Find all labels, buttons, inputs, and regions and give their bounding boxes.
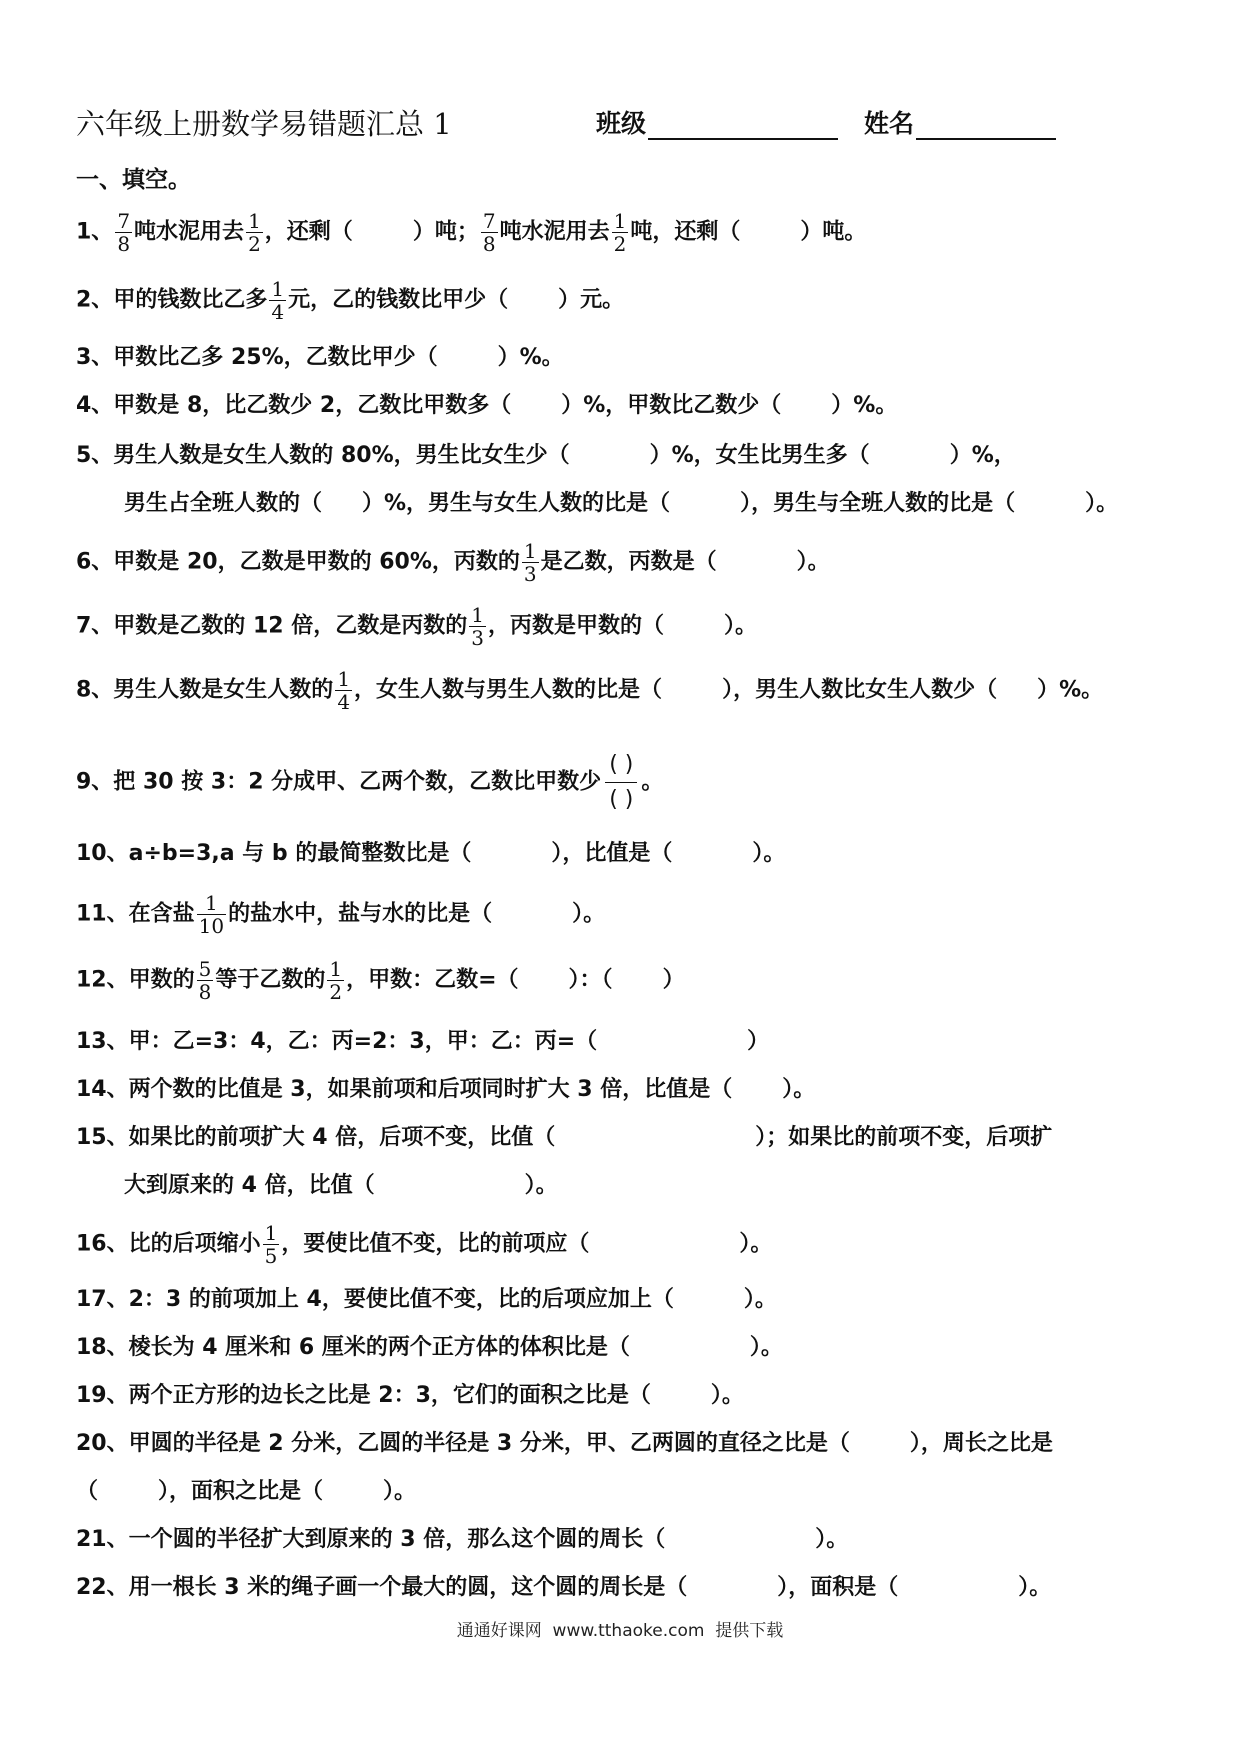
fraction-numerator: 1 [264,1221,278,1245]
class-blank-line [648,138,838,140]
question-text: 吨水泥用去 [134,219,245,245]
question-text: ）%。 [831,393,898,418]
question-11 [76,892,1186,937]
fraction-denominator: 2 [329,980,343,1004]
question-text: ）%，女生比男生多（ [649,443,870,468]
question-10 [76,836,1186,872]
fraction [522,540,539,585]
fraction [469,604,486,649]
question-text: ），男生人数比女生人数少（ [722,677,998,703]
question-text: 7、甲数是乙数的 12 倍，乙数是丙数的 [76,613,468,639]
question-text: 吨水泥用去 [499,219,610,245]
question-text: ）%，男生与女生人数的比是（ [362,491,671,516]
fraction-numerator: 7 [117,209,131,233]
fraction-denominator: 4 [271,300,285,324]
question-text: 甲的钱数比乙多 [113,287,268,313]
worksheet-title: 六年级上册数学易错题汇总 1 [76,107,452,141]
question-text: 10、a÷b=3,a 与 b 的最简整数比是（ [76,841,472,866]
question-5-line-2 [124,486,1234,522]
fraction-denominator: ( ) [609,787,634,812]
question-text: 吨，还剩（ [630,219,741,245]
question-text: ），面积之比是（ [158,1479,324,1504]
fraction [263,1222,280,1267]
question-text: ）。 [1085,491,1119,516]
question-number: 2、 [76,287,114,313]
fraction-denominator: 3 [471,626,484,650]
fraction [335,668,352,713]
question-text: 5、男生人数是女生人数的 80%，男生比女生少（ [76,443,570,468]
question-text: ），比值是（ [551,841,673,866]
fraction-numerator: 1 [523,539,537,563]
question-text: 22、用一根长 3 米的绳子画一个最大的圆，这个圆的周长是（ [76,1575,688,1600]
question-13 [76,1024,1186,1060]
fraction-denominator: 3 [523,562,537,586]
question-21 [76,1522,1186,1558]
question-text: ）。 [743,1287,777,1312]
question-text: ）。 [524,1173,558,1198]
fraction-numerator: 5 [198,957,212,981]
question-text: ），男生与全班人数的比是（ [740,491,1016,516]
fraction [246,210,263,255]
question-text: 17、2：3 的前项加上 4，要使比值不变，比的后项应加上（ [76,1287,674,1312]
fraction-numerator: 1 [613,209,627,233]
question-text: 15、如果比的前项扩大 4 倍，后项不变，比值（ [76,1125,556,1150]
question-text: ）吨。 [800,219,867,245]
question-text: ，丙数是甲数的（ [487,613,664,639]
question-22 [76,1570,1186,1606]
fraction-numerator: 1 [471,603,484,627]
question-text: （ [76,1479,99,1504]
question-7 [76,604,1186,649]
question-text: 男生占全班人数的（ [124,491,323,516]
fraction-numerator: 1 [337,667,351,691]
question-text: 19、两个正方形的边长之比是 2：3，它们的面积之比是（ [76,1383,651,1408]
question-20 [76,1426,1186,1462]
question-text: ，甲数：乙数=（ [346,967,519,993]
question-number: 1、 [76,219,114,245]
fraction-numerator: 1 [329,957,343,981]
question-text: 大到原来的 4 倍，比值（ [124,1173,375,1198]
question-text: ）元。 [558,287,625,313]
question-4 [76,388,1186,424]
question-text: ）。 [572,901,606,927]
question-text: 元，乙的钱数比甲少（ [288,287,509,313]
question-text: 8、男生人数是女生人数的 [76,677,334,703]
question-text: ，还剩（ [264,219,353,245]
fraction-denominator: 2 [613,232,627,256]
fraction [327,958,344,1003]
question-text: 3、甲数比乙多 25%，乙数比甲少（ [76,345,438,370]
question-text: ）%。 [497,345,564,370]
fraction-numerator: ( ) [605,748,637,783]
question-text: 14、两个数的比值是 3，如果前项和后项同时扩大 3 倍，比值是（ [76,1077,733,1102]
fraction-denominator: 8 [198,980,212,1004]
section-title: 一、填空。 [76,167,191,193]
question-text: 是乙数，丙数是（ [540,549,717,575]
question-8 [76,668,1186,713]
question-text: ）吨； [412,219,479,245]
question-1 [76,210,1186,255]
question-19 [76,1378,1186,1414]
class-label: 班级 [596,109,647,138]
fraction-denominator: 8 [117,232,131,256]
fraction-denominator: 8 [482,232,496,256]
question-text: ）；如果比的前项不变，后项扩 [755,1125,1053,1150]
question-12 [76,958,1186,1003]
question-text: ） [747,1029,770,1054]
fraction-numerator: 1 [271,277,285,301]
fraction-denominator: 5 [264,1244,278,1268]
question-text: ）。 [739,1231,773,1257]
worksheet-header [76,100,1076,148]
question-text: 9、把 30 按 3：2 分成甲、乙两个数，乙数比甲数少 [76,769,602,795]
question-14 [76,1072,1186,1108]
question-3 [76,340,1186,376]
question-18 [76,1330,1186,1366]
question-text: 16、比的后项缩小 [76,1231,261,1257]
question-5 [76,438,1186,474]
question-text: ）。 [815,1527,849,1552]
question-9 [76,748,1186,817]
question-text: 6、甲数是 20，乙数是甲数的 60%，丙数的 [76,549,520,575]
question-15 [76,1120,1186,1156]
question-text: 4、甲数是 8，比乙数少 2，乙数比甲数多（ [76,393,512,418]
question-text: ）%，甲数比乙数少（ [561,393,782,418]
question-17 [76,1282,1186,1318]
question-16 [76,1222,1186,1267]
question-text: ），面积是（ [777,1575,899,1600]
fraction [197,892,226,937]
question-text: 13、甲：乙=3：4，乙：丙=2：3，甲：乙：丙=（ [76,1029,598,1054]
question-text: 20、甲圆的半径是 2 分米，乙圆的半径是 3 分米，甲、乙两圆的直径之比是（ [76,1431,850,1456]
question-text: ）%， [949,443,1016,468]
question-text: 18、棱长为 4 厘米和 6 厘米的两个正方体的体积比是（ [76,1335,630,1360]
question-text: ）。 [383,1479,417,1504]
question-6 [76,540,1186,585]
question-text: 21、一个圆的半径扩大到原来的 3 倍，那么这个圆的周长（ [76,1527,666,1552]
fraction [115,210,132,255]
question-text: ）。 [724,613,758,639]
question-text: ）：（ [568,967,613,993]
fraction-numerator: 1 [197,892,226,915]
fraction [612,210,629,255]
question-text: ）。 [749,1335,783,1360]
question-text: ，女生人数与男生人数的比是（ [354,677,663,703]
fraction-denominator: 4 [337,690,351,714]
blank-fraction [605,748,637,817]
question-text: ） [662,967,685,993]
fraction-denominator: 10 [198,914,225,938]
question-text: ）。 [752,841,786,866]
name-label: 姓名 [864,109,915,138]
fraction-denominator: 2 [248,232,261,256]
question-text: 等于乙数的 [215,967,326,993]
question-text: ，要使比值不变，比的前项应（ [281,1231,590,1257]
question-15-line-2 [124,1168,1234,1204]
question-text: 。 [641,769,664,795]
fraction-numerator: 1 [248,209,261,233]
question-text: ）。 [1018,1575,1052,1600]
footer-source: 通通好课网 www.tthaoke.com 提供下载 [456,1621,784,1641]
question-text: ）%。 [1037,677,1104,703]
fraction [197,958,214,1003]
fraction [269,278,286,323]
fraction-numerator: 7 [482,209,496,233]
question-text: ）。 [710,1383,744,1408]
question-text: ）。 [796,549,830,575]
question-text: ）。 [782,1077,816,1102]
question-text: ），周长之比是 [909,1431,1053,1456]
fraction [481,210,498,255]
question-20-line-2 [76,1474,1186,1510]
question-text: 12、甲数的 [76,967,195,993]
question-text: 的盐水中，盐与水的比是（ [228,901,493,927]
question-text: 11、在含盐 [76,901,195,927]
question-2 [76,278,1186,323]
name-blank-line [916,138,1056,140]
